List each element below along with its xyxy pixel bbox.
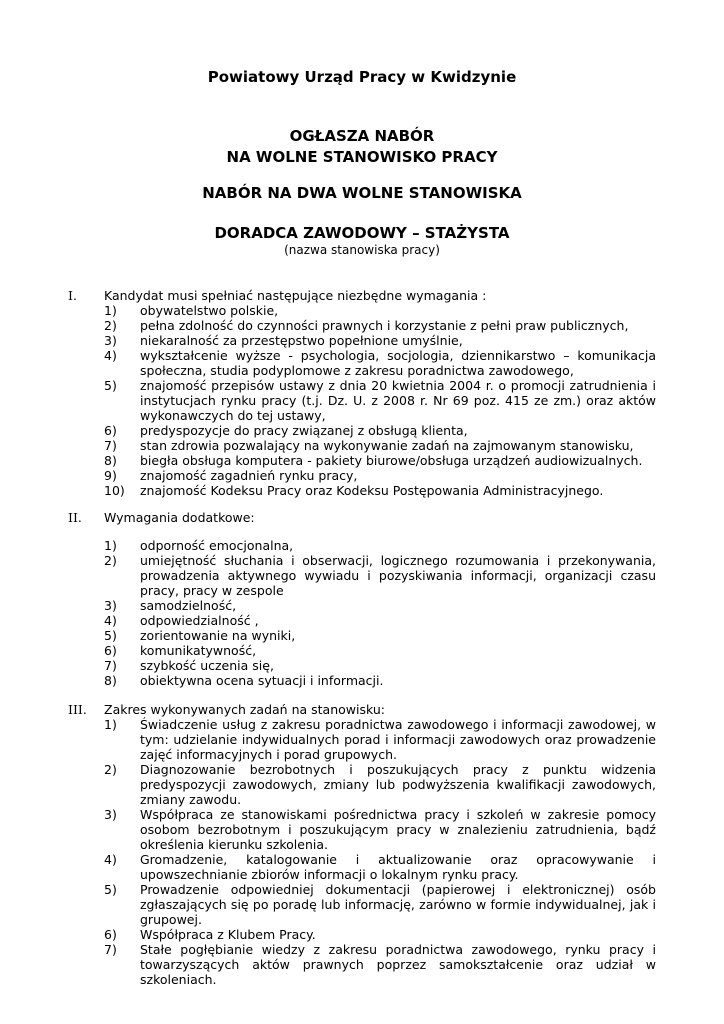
list-item: [0, 613, 724, 628]
item-number: 7): [104, 658, 117, 673]
item-text: znajomość zagadnień rynku pracy,: [140, 468, 358, 483]
item-number: 3): [104, 807, 117, 822]
item-text: Współpraca z Klubem Pracy.: [140, 927, 316, 942]
item-number: 1): [104, 303, 117, 318]
list-item: [0, 538, 724, 553]
list-item: [0, 658, 724, 673]
duties-list: [0, 717, 724, 987]
list-item: [0, 378, 724, 423]
item-number: 7): [104, 438, 117, 453]
position-title: DORADCA ZAWODOWY – STAŻYSTA: [214, 224, 510, 242]
additional-list: [0, 538, 724, 688]
item-number: 3): [104, 598, 117, 613]
section-number: I.: [68, 288, 77, 303]
requirements-list: [0, 303, 724, 498]
item-number: 7): [104, 942, 117, 957]
list-item: [0, 468, 724, 483]
section-heading: Wymagania dodatkowe:: [104, 510, 255, 525]
item-text: szybkość uczenia się,: [140, 658, 274, 673]
item-number: 4): [104, 852, 117, 867]
section-number: II.: [68, 510, 82, 525]
item-text: odporność emocjonalna,: [140, 538, 294, 553]
item-number: 1): [104, 717, 117, 732]
item-number: 8): [104, 673, 117, 688]
item-text: Diagnozowanie bezrobotnych i poszukujących pracy z punktu widzenia predyspozycji zawodowych, zmiany lub podwyższenia kwalifikacji zawodowych, zmiany zawodu.: [140, 762, 656, 807]
list-item: [0, 717, 724, 762]
item-text: obiektywna ocena sytuacji i informacji.: [140, 673, 384, 688]
item-text: znajomość Kodeksu Pracy oraz Kodeksu Postępowania Administracyjnego.: [140, 483, 604, 498]
item-text: Gromadzenie, katalogowanie i aktualizowanie oraz opracowywanie i upowszechnianie zbiorów informacji o lokalnym rynku pracy.: [140, 852, 656, 882]
list-item: [0, 673, 724, 688]
list-item: [0, 942, 724, 987]
item-text: predyspozycje do pracy związanej z obsługą klienta,: [140, 423, 468, 438]
list-item: [0, 303, 724, 318]
item-text: pełna zdolność do czynności prawnych i korzystanie z pełni praw publicznych,: [140, 318, 629, 333]
item-text: Współpraca ze stanowiskami pośrednictwa pracy i szkoleń w zakresie pomocy osobom bezrobotnym i poszukującym pracy w znalezieniu zatrudnienia, bądź określenia kierunku szkolenia.: [140, 807, 656, 852]
item-number: 10): [104, 483, 125, 498]
item-text: Świadczenie usług z zakresu poradnictwa zawodowego i informacji zawodowej, w tym: udzielanie indywidualnych porad i informacji zawodowych oraz prowadzenie zajęć informacyjnych i porad grupowych.: [140, 717, 656, 762]
item-number: 2): [104, 553, 117, 568]
item-text: umiejętność słuchania i obserwacji, logicznego rozumowania i przekonywania, prowadzenia aktywnego wywiadu i pozyskiwania informacji, organizacji czasu pracy, pracy w zespole: [140, 553, 656, 598]
position-note: (nazwa stanowiska pracy): [284, 243, 440, 257]
item-text: stan zdrowia pozwalający na wykonywanie zadań na zajmowanym stanowisku,: [140, 438, 634, 453]
office-name: Powiatowy Urząd Pracy w Kwidzynie: [207, 68, 517, 86]
item-number: 5): [104, 628, 117, 643]
item-text: samodzielność,: [140, 598, 237, 613]
section-heading: Kandydat musi spełniać następujące niezbędne wymagania :: [104, 288, 487, 303]
item-number: 6): [104, 643, 117, 658]
item-number: 5): [104, 882, 117, 897]
list-item: [0, 762, 724, 807]
item-number: 4): [104, 348, 117, 363]
positions-count: NABÓR NA DWA WOLNE STANOWISKA: [202, 184, 522, 202]
item-number: 4): [104, 613, 117, 628]
item-text: komunikatywność,: [140, 643, 257, 658]
list-item: [0, 628, 724, 643]
list-item: [0, 348, 724, 378]
section-heading: Zakres wykonywanych zadań na stanowisku:: [104, 702, 385, 717]
list-item: [0, 882, 724, 927]
list-item: [0, 598, 724, 613]
item-number: 3): [104, 333, 117, 348]
item-number: 5): [104, 378, 117, 393]
item-number: 6): [104, 423, 117, 438]
item-number: 2): [104, 318, 117, 333]
list-item: [0, 333, 724, 348]
item-text: zorientowanie na wyniki,: [140, 628, 296, 643]
list-item: [0, 852, 724, 882]
list-item: [0, 438, 724, 453]
item-text: biegła obsługa komputera - pakiety biurowe/obsługa urządzeń audiowizualnych.: [140, 453, 643, 468]
item-text: Stałe pogłębianie wiedzy z zakresu poradnictwa zawodowego, rynku pracy i towarzyszących aktów prawnych poprzez samokształcenie oraz udział w szkoleniach.: [140, 942, 656, 987]
list-item: [0, 643, 724, 658]
section-number: III.: [68, 702, 87, 717]
list-item: [0, 318, 724, 333]
item-number: 9): [104, 468, 117, 483]
list-item: [0, 483, 724, 498]
item-text: znajomość przepisów ustawy z dnia 20 kwietnia 2004 r. o promocji zatrudnienia i instytucjach rynku pracy (t.j. Dz. U. z 2008 r. Nr 69 poz. 415 ze zm.) oraz aktów wykonawczych do tej ustawy,: [140, 378, 656, 423]
item-text: niekaralność za przestępstwo popełnione umyślnie,: [140, 333, 463, 348]
list-item: [0, 453, 724, 468]
list-item: [0, 927, 724, 942]
item-number: 1): [104, 538, 117, 553]
item-number: 6): [104, 927, 117, 942]
list-item: [0, 553, 724, 598]
item-text: odpowiedzialność ,: [140, 613, 259, 628]
announce-line-1: OGŁASZA NABÓR: [289, 127, 435, 145]
list-item: [0, 807, 724, 852]
item-text: Prowadzenie odpowiedniej dokumentacji (papierowej i elektronicznej) osób zgłaszających się po poradę lub informację, zarówno w formie indywidualnej, jak i grupowej.: [140, 882, 656, 927]
announce-line-2: NA WOLNE STANOWISKO PRACY: [226, 148, 498, 166]
item-number: 8): [104, 453, 117, 468]
list-item: [0, 423, 724, 438]
item-text: wykształcenie wyższe - psychologia, socjologia, dziennikarstwo – komunikacja społeczna, studia podyplomowe z zakresu poradnictwa zawodowego,: [140, 348, 656, 378]
item-text: obywatelstwo polskie,: [140, 303, 279, 318]
item-number: 2): [104, 762, 117, 777]
